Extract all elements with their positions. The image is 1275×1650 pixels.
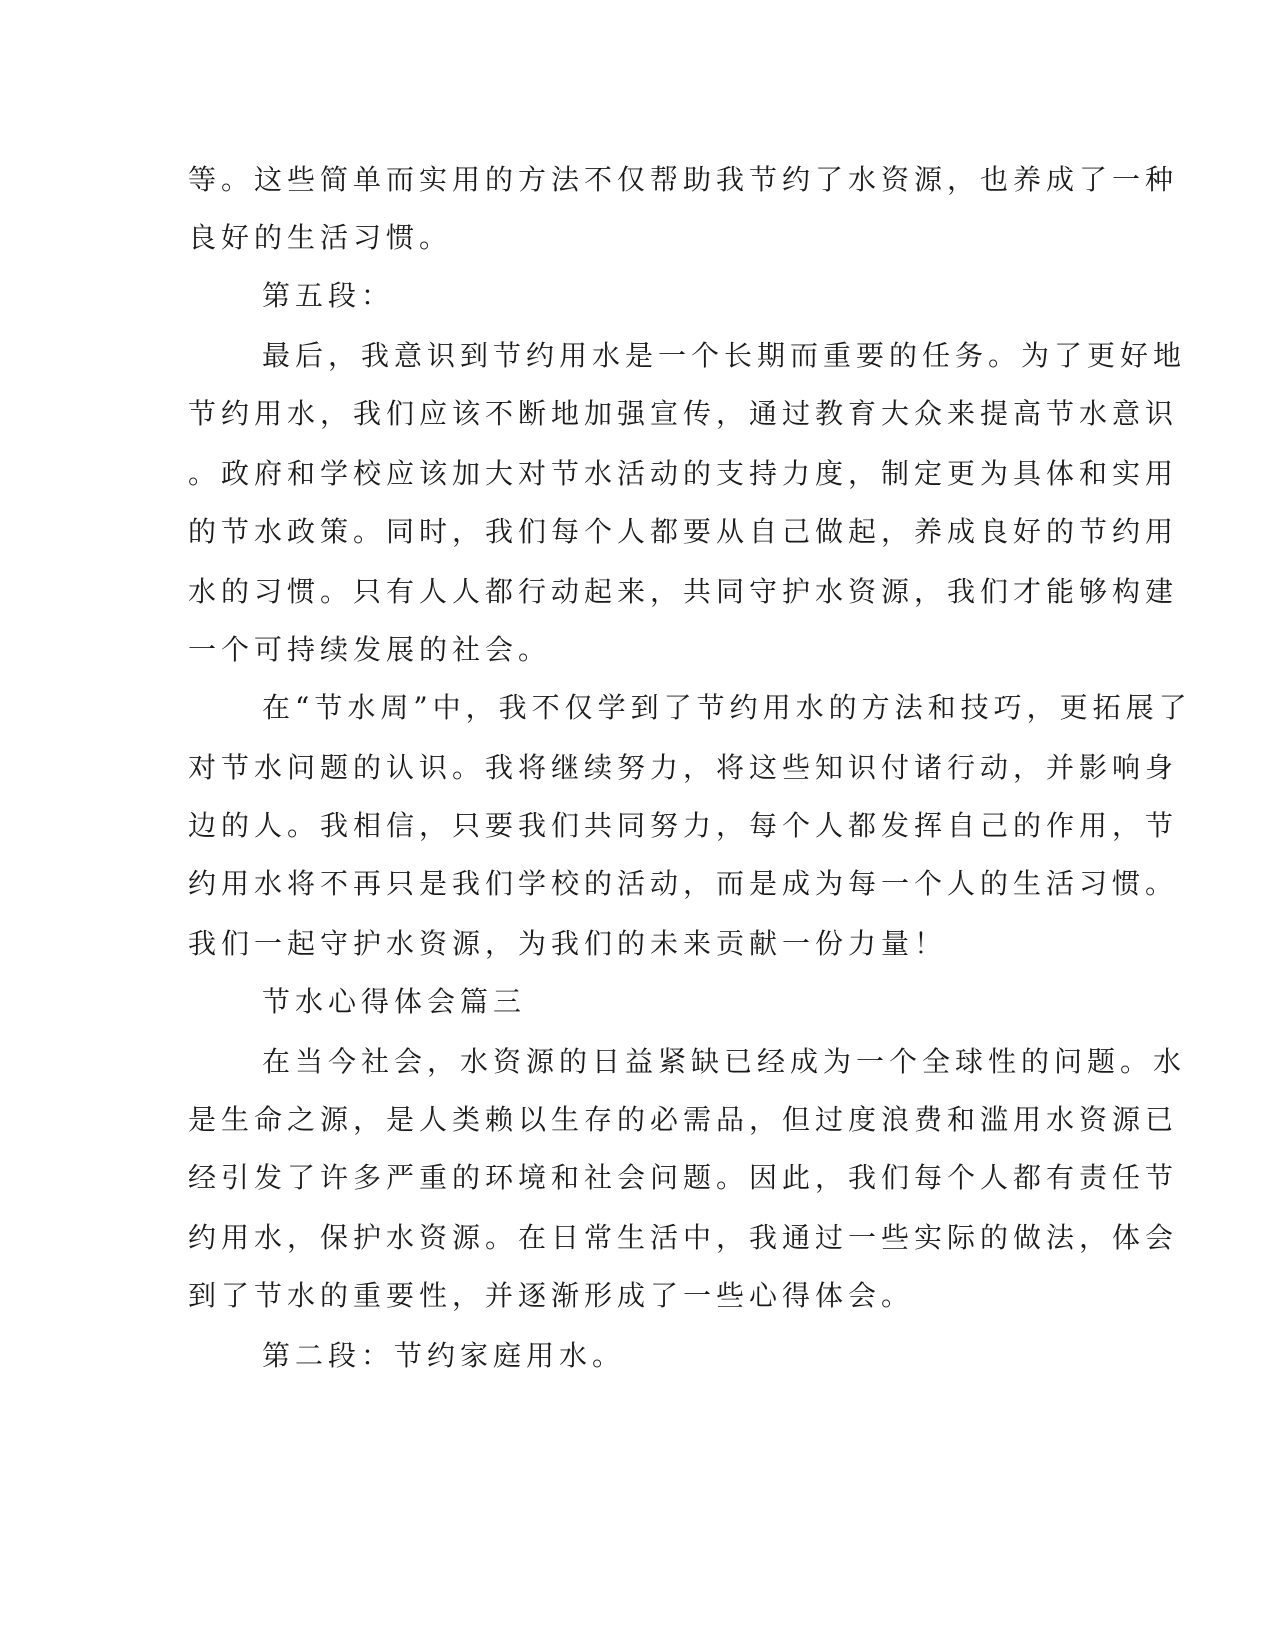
text-line: 节约用水，我们应该不断地加强宣传，通过教育大众来提高节水意识	[188, 397, 1179, 430]
text-line: 水的习惯。只有人人都行动起来，共同守护水资源，我们才能够构建	[188, 575, 1179, 608]
text-line: 边的人。我相信，只要我们共同努力，每个人都发挥自己的作用，节	[188, 809, 1179, 842]
text-line: 约用水将不再只是我们学校的活动，而是成为每一个人的生活习惯。	[188, 867, 1179, 900]
section-title: 节水心得体会篇三	[262, 985, 527, 1018]
text-line: 经引发了许多严重的环境和社会问题。因此，我们每个人都有责任节	[188, 1161, 1179, 1194]
text-line: 。政府和学校应该加大对节水活动的支持力度，制定更为具体和实用	[188, 457, 1179, 490]
section-heading: 第二段：节约家庭用水。	[262, 1339, 626, 1372]
text-line: 的节水政策。同时，我们每个人都要从自己做起，养成良好的节约用	[188, 515, 1179, 548]
text-line: 对节水问题的认识。我将继续努力，将这些知识付诸行动，并影响身	[188, 751, 1179, 784]
text-line: 最后，我意识到节约用水是一个长期而重要的任务。为了更好地	[262, 339, 1187, 372]
text-line: 在“节水周”中，我不仅学到了节约用水的方法和技巧，更拓展了	[262, 691, 1192, 724]
text-line: 到了节水的重要性，并逐渐形成了一些心得体会。	[188, 1279, 915, 1312]
text-line: 约用水，保护水资源。在日常生活中，我通过一些实际的做法，体会	[188, 1221, 1179, 1254]
text-line: 等。这些简单而实用的方法不仅帮助我节约了水资源，也养成了一种	[188, 163, 1179, 196]
section-heading: 第五段：	[262, 279, 395, 312]
text-line: 在当今社会，水资源的日益紧缺已经成为一个全球性的问题。水	[262, 1045, 1187, 1078]
text-line: 一个可持续发展的社会。	[188, 633, 552, 666]
text-line: 我们一起守护水资源，为我们的未来贡献一份力量！	[188, 927, 948, 960]
text-line: 是生命之源，是人类赖以生存的必需品，但过度浪费和滥用水资源已	[188, 1103, 1179, 1136]
text-line: 良好的生活习惯。	[188, 221, 453, 254]
